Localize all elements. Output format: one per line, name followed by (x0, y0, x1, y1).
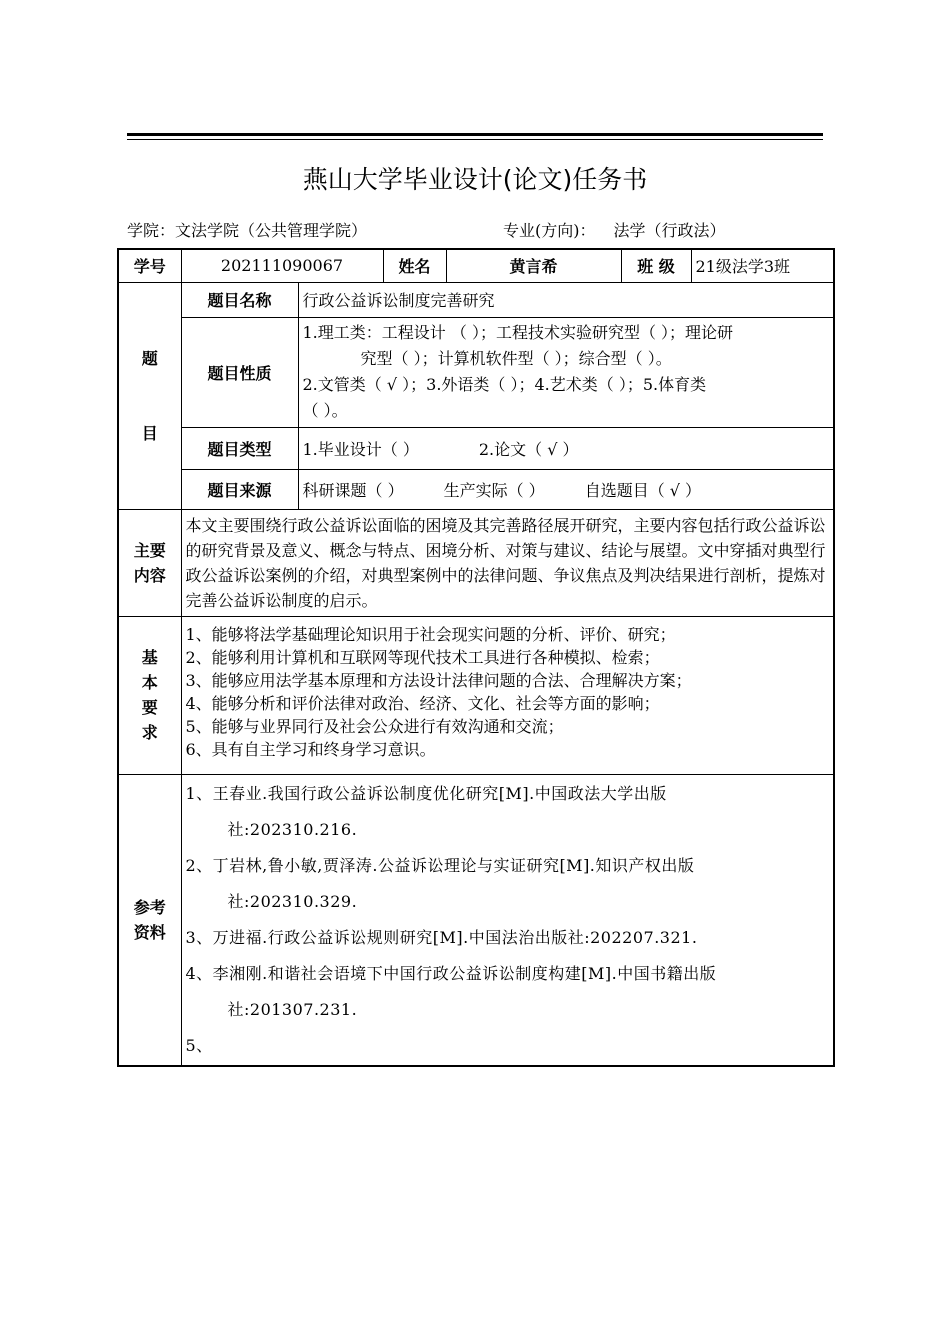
reference-item: 4、李湘刚.和谐社会语境下中国行政公益诉讼制度构建[M].中国书籍出版 (185, 963, 717, 983)
reference-item: 5、 (185, 1035, 213, 1055)
major-line (503, 218, 726, 241)
requirement-item: 3、能够应用法学基本原理和方法设计法律问题的合法、合理解决方案； (185, 670, 692, 690)
topic-group-char-1: 题 (141, 348, 158, 368)
college-value: 文法学院（公共管理学院） (175, 221, 368, 240)
student-info-row (118, 249, 834, 282)
header-rule-thick (127, 133, 823, 136)
reference-item-continued: 社:202310.329. (227, 891, 358, 911)
requirement-item: 6、具有自主学习和终身学习意识。 (185, 739, 436, 759)
topic-nature-row (118, 317, 834, 427)
topic-nature-value (298, 317, 834, 427)
topic-source-option-self: 自选题目（ √ ） (584, 480, 702, 500)
topic-source-row (118, 469, 834, 509)
requirement-item: 4、能够分析和评价法律对政治、经济、文化、社会等方面的影响； (185, 693, 660, 713)
requirement-item: 2、能够利用计算机和互联网等现代技术工具进行各种模拟、检索； (185, 647, 660, 667)
student-id-value: 202111090067 (181, 249, 383, 282)
requirement-item: 1、能够将法学基础理论知识用于社会现实问题的分析、评价、研究； (185, 624, 676, 644)
references-row (118, 774, 834, 1066)
topic-nature-line-2: 究型（ ）；计算机软件型（ ）；综合型（ ）。 (360, 349, 672, 368)
main-content-text: 本文主要围绕行政公益诉讼面临的困境及其完善路径展开研究，主要内容包括行政公益诉讼的研究背景及意义、概念与特点、困境分析、对策与建议、结论与展望。文中穿插对典型行政公益诉讼案例的介绍，对典型案例中的法律问题、争议焦点及判决结果进行剖析，提炼对完善公益诉讼制度的启示。 (181, 509, 834, 616)
reference-item-continued: 社:202310.216. (227, 819, 358, 839)
topic-type-row (118, 427, 834, 469)
references-label (118, 774, 181, 1066)
topic-group-label (118, 282, 181, 509)
requirements-label-char-1: 基 (141, 648, 158, 667)
reference-item: 3、万进福.行政公益诉讼规则研究[M].中国法治出版社:202207.321. (185, 927, 698, 947)
task-form-table (117, 248, 835, 1067)
student-name-value: 黄言希 (446, 249, 621, 282)
topic-source-option-production: 生产实际（ ） (443, 480, 545, 500)
header-rule-thin (127, 139, 823, 140)
requirement-item: 5、能够与业界同行及社会公众进行有效沟通和交流； (185, 716, 564, 736)
reference-item: 2、丁岩林,鲁小敏,贾泽涛.公益诉讼理论与实证研究[M].知识产权出版 (185, 855, 695, 875)
topic-name-value: 行政公益诉讼制度完善研究 (298, 282, 834, 317)
topic-name-label: 题目名称 (181, 282, 298, 317)
document-title: 燕山大学毕业设计(论文)任务书 (302, 165, 648, 194)
student-id-label: 学号 (118, 249, 181, 282)
topic-nature-label: 题目性质 (181, 317, 298, 427)
main-content-label-1: 主要 (133, 540, 166, 560)
student-name-label: 姓名 (383, 249, 446, 282)
topic-source-label: 题目来源 (181, 469, 298, 509)
major-label: 专业(方向)： (503, 221, 596, 240)
main-content-row (118, 509, 834, 616)
references-list (181, 774, 834, 1066)
college-label: 学院： (127, 221, 176, 240)
requirements-label-char-2: 本 (141, 673, 158, 692)
major-value: 法学（行政法） (613, 221, 726, 240)
topic-type-value (298, 427, 834, 469)
class-value: 21级法学3班 (691, 249, 834, 282)
reference-item-continued: 社:201307.231. (227, 999, 358, 1019)
requirements-row (118, 616, 834, 774)
requirements-label-char-4: 求 (141, 723, 158, 742)
topic-source-option-research: 科研课题（ ） (302, 480, 404, 500)
topic-group-char-2: 目 (141, 423, 158, 443)
topic-type-label: 题目类型 (181, 427, 298, 469)
topic-type-option-design: 1.毕业设计（ ） (302, 439, 419, 459)
references-label-2: 资料 (133, 922, 166, 942)
topic-type-option-thesis: 2.论文（ √ ） (478, 439, 579, 459)
topic-nature-line-4: （ ）。 (302, 401, 348, 420)
reference-item: 1、王春业.我国行政公益诉讼制度优化研究[M].中国政法大学出版 (185, 783, 667, 803)
requirements-label (118, 616, 181, 774)
topic-nature-line-1: 1.理工类：工程设计 （ ）；工程技术实验研究型（ ）；理论研 (302, 323, 734, 342)
main-content-label (118, 509, 181, 616)
topic-nature-line-3: 2.文管类（ √ ）；3.外语类（ ）；4.艺术类（ ）；5.体育类 (302, 375, 707, 394)
topic-source-value (298, 469, 834, 509)
main-content-label-2: 内容 (133, 565, 166, 585)
requirements-list (181, 616, 834, 774)
references-label-1: 参考 (133, 897, 166, 917)
topic-name-row (118, 282, 834, 317)
class-label: 班 级 (621, 249, 691, 282)
requirements-label-char-3: 要 (141, 698, 158, 717)
college-line (127, 218, 367, 241)
